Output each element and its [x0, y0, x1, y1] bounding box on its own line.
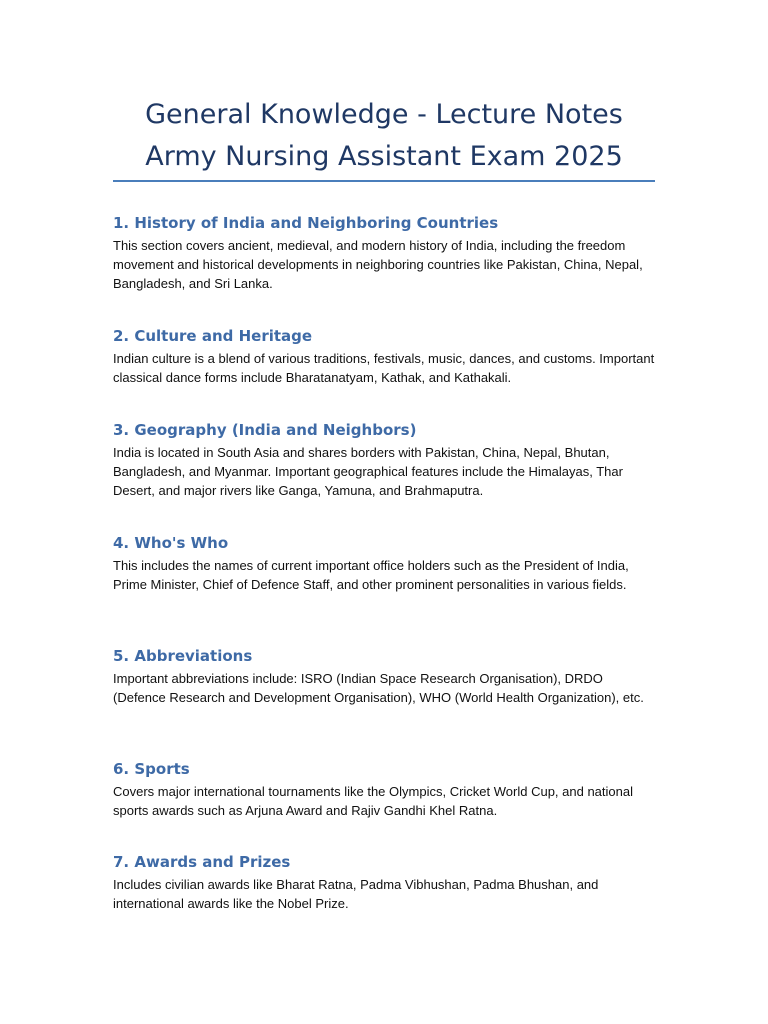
section-abbreviations	[113, 645, 658, 707]
section-heading: 3. Geography (India and Neighbors)	[113, 421, 417, 439]
title-divider	[113, 180, 655, 182]
section-heading: 7. Awards and Prizes	[113, 853, 291, 871]
section-whos-who	[113, 532, 658, 594]
section-heading: 5. Abbreviations	[113, 647, 253, 665]
section-history	[113, 212, 658, 293]
section-body: India is located in South Asia and shares borders with Pakistan, China, Nepal, Bhutan, Bangladesh, and Myanmar. Important geographical features include the Himalayas, Thar Desert, and major rivers like Ganga, Yamuna, and Brahmaputra.	[113, 445, 623, 498]
section-heading: 2. Culture and Heritage	[113, 327, 313, 345]
section-heading: 6. Sports	[113, 760, 190, 778]
section-body: This section covers ancient, medieval, and modern history of India, including the freedom movement and historical developments in neighboring countries like Pakistan, China, Nepal, Bangladesh, and Sri Lanka.	[113, 238, 643, 291]
section-body: Includes civilian awards like Bharat Ratna, Padma Vibhushan, Padma Bhushan, and international awards like the Nobel Prize.	[113, 877, 599, 911]
section-body: Covers major international tournaments like the Olympics, Cricket World Cup, and national sports awards such as Arjuna Award and Rajiv Gandhi Khel Ratna.	[113, 784, 633, 818]
section-culture	[113, 325, 658, 387]
title-line-2: Army Nursing Assistant Exam 2025	[145, 141, 623, 172]
page-title	[113, 94, 655, 178]
section-body: Important abbreviations include: ISRO (Indian Space Research Organisation), DRDO (Defence Research and Development Organisation), WHO (World Health Organization), etc.	[113, 671, 644, 705]
section-body: Indian culture is a blend of various traditions, festivals, music, dances, and customs. Important classical dance forms include Bharatanatyam, Kathak, and Kathakali.	[113, 351, 655, 385]
section-geography	[113, 419, 658, 500]
section-body: This includes the names of current important office holders such as the President of India, Prime Minister, Chief of Defence Staff, and other prominent personalities in various fields.	[113, 558, 629, 592]
section-heading: 1. History of India and Neighboring Countries	[113, 214, 499, 232]
section-sports	[113, 758, 658, 820]
title-line-1: General Knowledge - Lecture Notes	[145, 99, 623, 130]
section-heading: 4. Who's Who	[113, 534, 229, 552]
section-awards	[113, 851, 658, 913]
